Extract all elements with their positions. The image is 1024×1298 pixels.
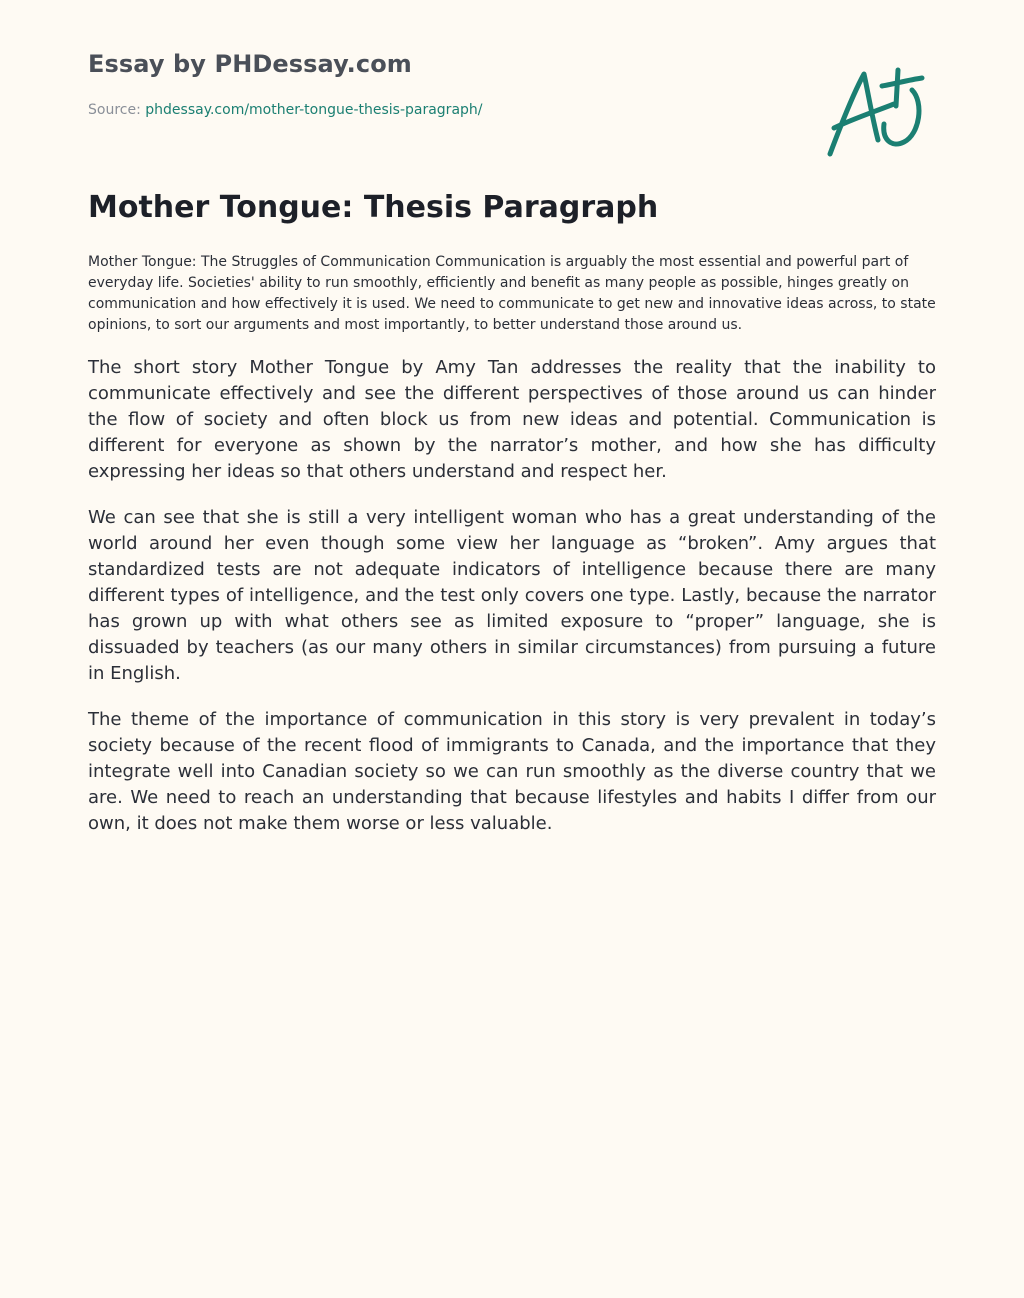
- essay-intro: Mother Tongue: The Struggles of Communication Communication is arguably the most essential and powerful part of everyday life. Societies' ability to run smoothly, efficiently and benefit as many people as possible, hinges greatly on communication and how effectively it is used. We need to communicate to get new and innovative ideas across, to state opinions, to sort our arguments and most importantly, to better understand those around us.: [88, 254, 936, 333]
- essay-title: Mother Tongue: Thesis Paragraph: [88, 190, 659, 225]
- essay-paragraph: The short story Mother Tongue by Amy Tan addresses the reality that the inability to communicate effectively and see the different perspectives of those around us can hinder the flow of society and often block us from new ideas and potential. Communication is different for everyone as shown by the narrator’s mother, and how she has difficulty expressing her ideas so that others understand and respect her.: [88, 357, 936, 482]
- source-line: [88, 102, 483, 118]
- source-link[interactable]: phdessay.com/mother-tongue-thesis-paragraph/: [145, 102, 483, 118]
- essay-body: [88, 355, 936, 857]
- essay-paragraph: We can see that she is still a very intelligent woman who has a great understanding of the world around her even though some view her language as “broken”. Amy argues that standardized tests are not adequate indicators of intelligence because there are many different types of intelligence, and the test only covers one type. Lastly, because the narrator has grown up with what others see as limited exposure to “proper” language, she is dissuaded by teachers (as our many others in similar circumstances) from pursuing a future in English.: [88, 507, 936, 684]
- essay-paragraph: The theme of the importance of communication in this story is very prevalent in today’s society because of the recent flood of immigrants to Canada, and the importance that they integrate well into Canadian society so we can run smoothly as the diverse country that we are. We need to reach an understanding that because lifestyles and habits I differ from our own, it does not make them worse or less valuable.: [88, 709, 936, 834]
- source-label: Source:: [88, 102, 141, 118]
- a-plus-logo-icon: [820, 62, 930, 162]
- site-brand: Essay by PHDessay.com: [88, 50, 412, 78]
